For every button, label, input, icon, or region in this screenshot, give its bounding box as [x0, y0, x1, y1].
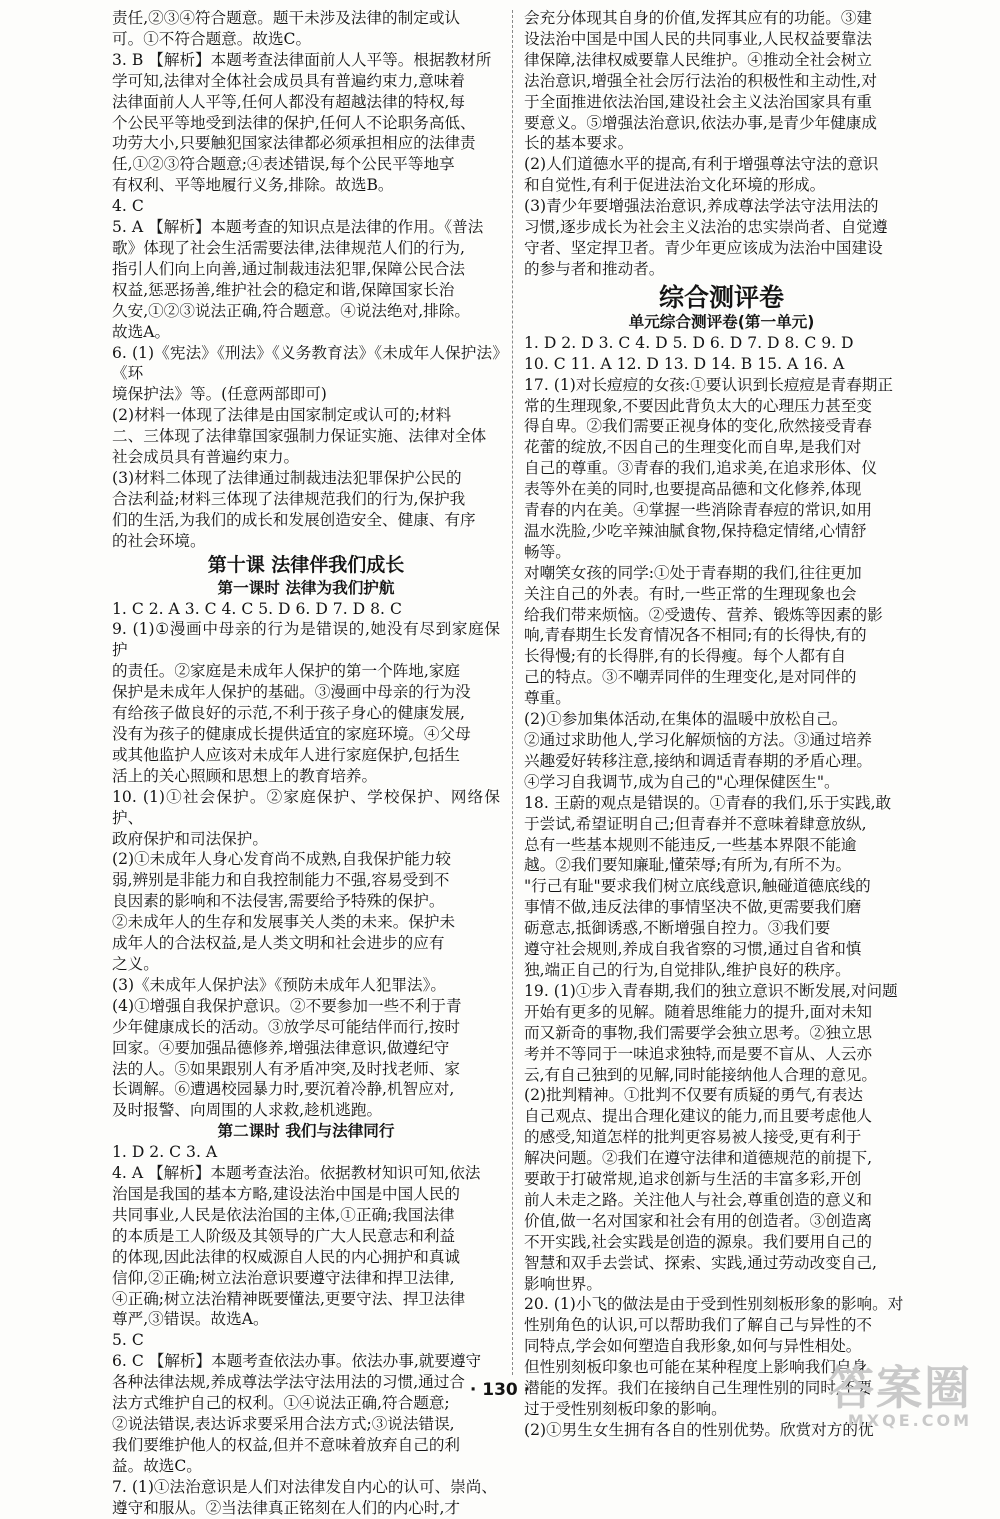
answers-block: 责任,②③④符合题意。题干未涉及法律的制定或认 可。①不符合题意。故选C。 3. B 【解析】本题考查法律面前人人平等。根据教材所 学可知,法律对全体社会成员具有普遍约束力,意味着 法律面前人人平等,任何人都没有超越法律的特权,每 个公民平等地受到法律的保护,任何人不论职务高低、 功劳大小,只要触犯国家法律都必须承担相应的法律责 任,①②③符合题意;④表述错误,每个公民平等地享 有权利、平等地履行义务,排除。故选B。 4. C 5. A 【解析】本题考查的知识点是法律的作用。《普法 歌》体现了社会生活需要法律,法律规范人们的行为, 指引人们向上向善,通过制裁违法犯罪,保障公民合法 权益,惩恶扬善,维护社会的稳定和谐,保障国家长治 久安,①②③说法正确,符合题意。④说法绝对,排除。 故选A。 6. (1)《宪法》《刑法》《义务教育法》《未成年人保护法》《环 境保护法》等。(任意两部即可) (2)材料一体现了法律是由国家制定或认可的;材料 二、三体现了法律靠国家强制力保证实施、法律对全体 社会成员具有普遍约束力。 (3)材料二体现了法律通过制裁违法犯罪保护公民的 合法利益;材料三体现了法律规范我们的行为,保护我 们的生活,为我们的成长和发展创造安全、健康、有序 的社会环境。: [112, 9, 500, 550]
answers-block: 1. D 2. D 3. C 4. D 5. D 6. D 7. D 8. C 9. D 10. C 11. A 12. D 13. D 14. B 15. A 16. A 17. (1)对长痘痘的女孩:①要认识到长痘痘是青春期正 常的生理现象,不要因此背负太大的心理压力甚至变 得自卑。②我们需要正视身体的变化,欣然接受青春 花蕾的绽放,不因自己的生理变化而自卑,是我们对 自己的尊重。③青春的我们,追求美,在追求形体、仪 表等外在美的同时,也要提高品德和文化修养,体现 青春的内在美。④掌握一些消除青春痘的常识,如用 温水洗脸,少吃辛辣油腻食物,保持稳定情绪,心情舒 畅等。 对嘲笑女孩的同学:①处于青春期的我们,往往更加 关注自己的外表。有时,一些正常的生理现象也会 给我们带来烦恼。②受遗传、营养、锻炼等因素的影 响,青春期生长发育情况各不相同;有的长得快,有的 长得慢;有的长得胖,有的长得瘦。每个人都有自 己的特点。③不嘲弄同伴的生理变化,是对同伴的 尊重。 (2)①参加集体活动,在集体的温暖中放松自己。 ②通过求助他人,学习化解烦恼的方法。③通过培养 兴趣爱好转移注意,接纳和调适青春期的矛盾心理。 ④学习自我调节,成为自己的"心理保健医生"。 18. 王蔚的观点是错误的。①青春的我们,乐于实践,敢 于尝试,希望证明自己;但青春并不意味着肆意放纵, 总有一些基本规则不能违反,一些基本界限不能逾 越。②我们要知廉耻,懂荣辱;有所为,有所不为。 "行己有耻"要求我们树立底线意识,触碰道德底线的 事情不做,违反法律的事情坚决不做,更需要我们磨 砺意志,抵御诱惑,不断增强自控力。③我们要 遵守社会规则,养成自我省察的习惯,通过自省和慎 独,端正自己的行为,自觉排队,维护良好的秩序。 19. (1)①步入青春期,我们的独立意识不断发展,对问题 开始有更多的见解。随着思维能力的提升,面对未知 而又新奇的事物,我们需要学会独立思考。②独立思 考并不等同于一味追求独特,而是要不盲从、人云亦 云,有自己独到的见解,同时能接纳他人合理的意见。 (2)批判精神。①批判不仅要有质疑的勇气,有表达 自己观点、提出合理化建议的能力,而且要考虑他人 的感受,知道怎样的批判更容易被人接受,更有利于 解决问题。②我们在遵守法律和道德规范的前提下, 要敢于打破常规,追求创新与生活的丰富多彩,开创 前人未走之路。关注他人与社会,尊重创造的意义和 价值,做一名对国家和社会有用的创造者。③创造离 不开实践,社会实践是创造的源泉。我们要用自己的 智慧和双手去尝试、探索、实践,通过劳动改变自己, 影响世界。 20. (1)小飞的做法是由于受到性别刻板形象的影响。对 性别角色的认识,可以帮助我们了解自己与异性的不 同特点,学会如何塑造自我形象,如何与异性相处。 但性别刻板印象也可能在某种程度上影响我们自身 潜能的发挥。我们在接纳自己生理性别的同时,不要 过于受性别刻板印象的影响。 (2)①男生女生拥有各自的性别优势。欣赏对方的优: [524, 333, 904, 1439]
left-column: [112, 8, 500, 1519]
answers-block: 1. C 2. A 3. C 4. C 5. D 6. D 7. D 8. C 9. (1)①漫画中母亲的行为是错误的,她没有尽到家庭保护 的责任。②家庭是未成年人保护的第一个阵地,家庭 保护是未成年人保护的基础。③漫画中母亲的行为没 有给孩子做良好的示范,不利于孩子身心的健康发展, 没有为孩子的健康成长提供适宜的家庭环境。④父母 或其他监护人应该对未成年人进行家庭保护,包括生 活上的关心照顾和思想上的教育培养。 10. (1)①社会保护。②家庭保护、学校保护、网络保护、 政府保护和司法保护。 (2)①未成年人身心发育尚不成熟,自我保护能力较 弱,辨别是非能力和自我控制能力不强,容易受到不 良因素的影响和不法侵害,需要给予特殊的保护。 ②未成年人的生存和发展事关人类的未来。保护未 成年人的合法权益,是人类文明和社会进步的应有 之义。 (3)《未成年人保护法》《预防未成年人犯罪法》。 (4)①增强自我保护意识。②不要参加一些不利于青 少年健康成长的活动。③放学尽可能结伴而行,按时 回家。④要加强品德修养,增强法律意识,做遵纪守 法的人。⑤如果跟别人有矛盾冲突,及时找老师、家 长调解。⑥遭遇校园暴力时,要沉着冷静,机智应对, 及时报警、向周围的人求救,趁机逃跑。: [112, 599, 500, 1120]
column-divider: [512, 10, 513, 1375]
answers-block: 会充分体现其自身的价值,发挥其应有的功能。③建 设法治中国是中国人民的共同事业,人民权益要靠法 律保障,法律权威要靠人民维护。④推动全社会树立 法治意识,增强全社会厉行法治的积极性和主动性,对 于全面推进依法治国,建设社会主义法治国家具有重 要意义。⑤增强法治意识,依法办事,是青少年健康成 长的基本要求。 (2)人们道德水平的提高,有利于增强尊法守法的意识 和自觉性,有利于促进法治文化环境的形成。 (3)青少年要增强法治意识,养成尊法学法守法用法的 习惯,逐步成长为社会主义法治的忠实崇尚者、自觉遵 守者、坚定捍卫者。青少年更应该成为法治中国建设 的参与者和推动者。: [524, 9, 888, 278]
watermark-logo-text: 答案圈: [828, 1361, 972, 1415]
watermark-logo: [772, 1361, 972, 1434]
unit-test-title: 单元综合测评卷(第一单元): [628, 312, 815, 331]
answers-block: 1. D 2. C 3. A 4. A 【解析】本题考查法治。依据教材知识可知,依法 治国是我国的基本方略,建设法治中国是中国人民的 共同事业,人民是依法治国的主体,①正确;我国法律 的本质是工人阶级及其领导的广大人民意志和利益 的体现,因此法律的权威源自人民的内心拥护和真诚 信仰,②正确;树立法治意识要遵守法律和捍卫法律, ④正确;树立法治精神既要懂法,更要守法、捍卫法律 尊严,③错误。故选A。 5. C 6. C 【解析】本题考查依法办事。依法办事,就要遵守 各种法律法规,养成尊法学法守法用法的习惯,通过合 法方式维护自己的权利。①④说法正确,符合题意; ②说法错误,表达诉求要采用合法方式;③说法错误, 我们要维护他人的权益,但并不意味着放弃自己的利 益。故选C。 7. (1)①法治意识是人们对法律发自内心的认可、崇尚、 遵守和服从。②当法律真正铭刻在人们的内心时,才: [112, 1143, 497, 1517]
lesson-title: 第十课 法律伴我们成长: [207, 553, 405, 576]
period-title: 第一课时 法律为我们护航: [217, 578, 395, 597]
section-title: 综合测评卷: [658, 282, 784, 312]
right-column: [524, 8, 919, 1441]
period-title: 第二课时 我们与法律同行: [217, 1122, 395, 1141]
watermark-url: MXQE.COM: [847, 1411, 972, 1430]
page-number: · 130 ·: [469, 1380, 531, 1400]
